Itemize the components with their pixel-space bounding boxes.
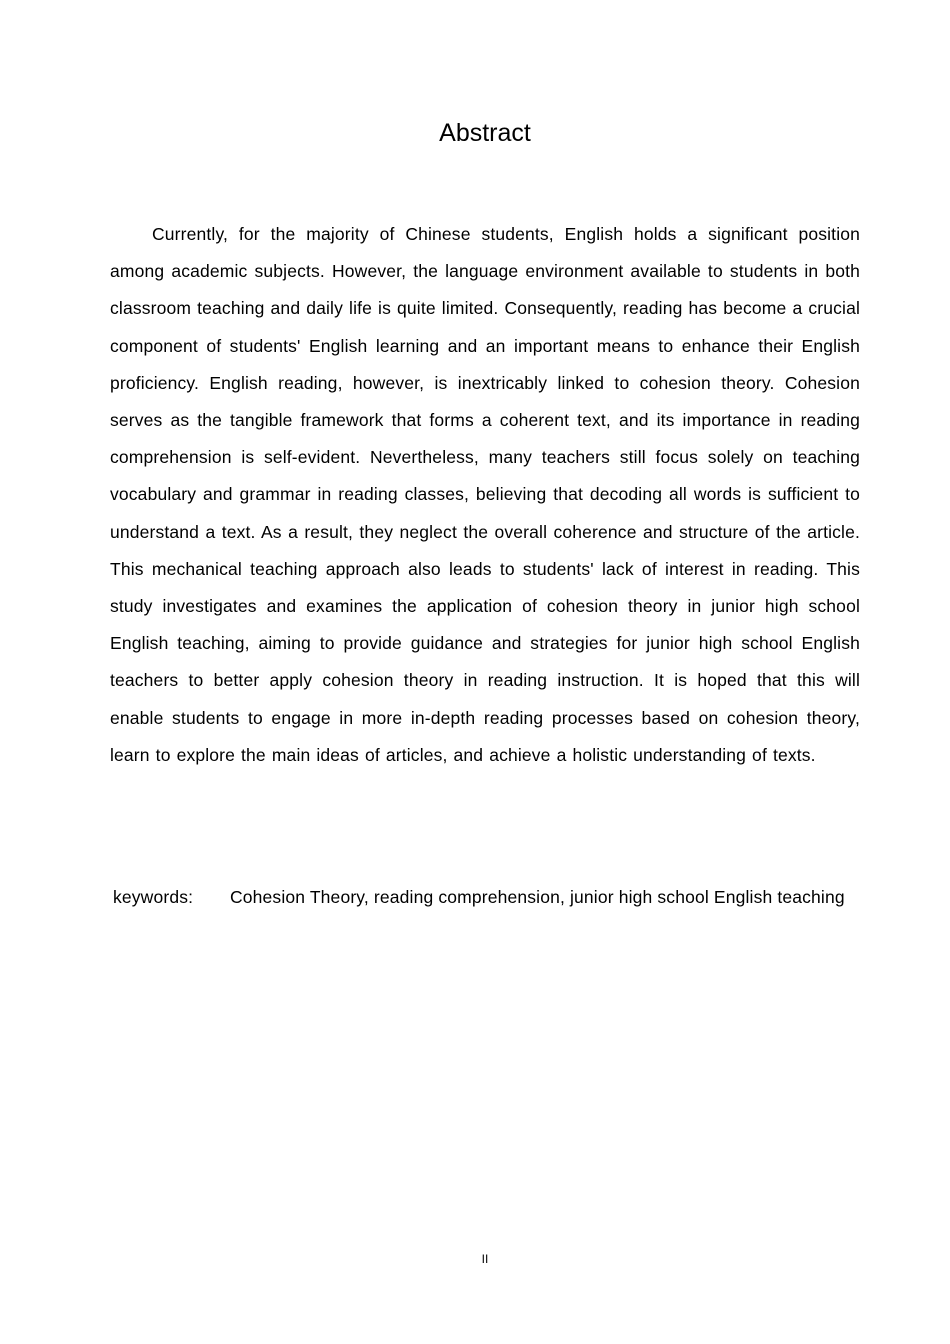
abstract-paragraph: Currently, for the majority of Chinese students, English holds a significant position among academic subjects. However, the language environment available to students in both classroom teaching and daily life is quite limited. Consequently, reading has become a crucial component of students' English learning and an important means to enhance their English proficiency. English reading, however, is inextricably linked to cohesion theory. Cohesion serves as the tangible framework that forms a coherent text, and its importance in reading comprehension is self-evident. Nevertheless, many teachers still focus solely on teaching vocabulary and grammar in reading classes, believing that decoding all words is sufficient to understand a text. As a result, they neglect the overall coherence and structure of the article. This mechanical teaching approach also leads to students' lack of interest in reading. This study investigates and examines the application of cohesion theory in junior high school English teaching, aiming to provide guidance and strategies for junior high school English teachers to better apply cohesion theory in reading instruction. It is hoped that this will enable students to engage in more in-depth reading processes based on cohesion theory, learn to explore the main ideas of articles, and achieve a holistic understanding of texts.: [110, 224, 860, 765]
page-title: Abstract: [439, 119, 531, 147]
keywords-text: Cohesion Theory, reading comprehension, junior high school English teaching: [230, 887, 845, 907]
keywords-label: keywords:: [113, 887, 194, 907]
page-number: II: [481, 1252, 489, 1266]
keywords-line: [113, 885, 858, 909]
